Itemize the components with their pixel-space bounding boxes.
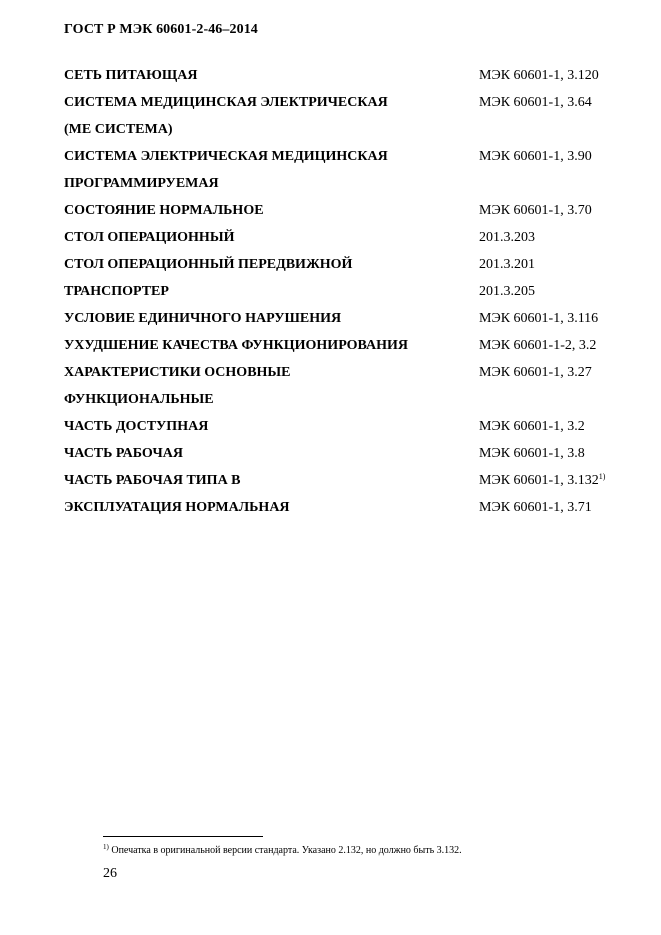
term-name-line: ЧАСТЬ РАБОЧАЯ	[64, 446, 183, 461]
term-name	[64, 89, 474, 143]
term-reference: МЭК 60601-1-2, 3.2	[479, 338, 597, 353]
term-name-line: УСЛОВИЕ ЕДИНИЧНОГО НАРУШЕНИЯ	[64, 311, 342, 326]
term-name	[64, 494, 474, 521]
term-reference-text: МЭК 60601-1, 3.132	[479, 473, 599, 488]
term-name-line: ЭКСПЛУАТАЦИЯ НОРМАЛЬНАЯ	[64, 500, 290, 515]
term-name	[64, 251, 474, 278]
term-reference: МЭК 60601-1, 3.64	[479, 95, 592, 110]
term-name-line: ХАРАКТЕРИСТИКИ ОСНОВНЫЕ	[64, 365, 291, 380]
term-name-line: СИСТЕМА ЭЛЕКТРИЧЕСКАЯ МЕДИЦИНСКАЯ	[64, 149, 388, 164]
term-row	[64, 197, 624, 224]
document-header: ГОСТ Р МЭК 60601-2-46–2014	[64, 22, 258, 37]
term-reference: МЭК 60601-1, 3.8	[479, 446, 585, 461]
term-row	[64, 251, 624, 278]
term-name	[64, 278, 474, 305]
term-name-line: (МЕ СИСТЕМА)	[64, 122, 173, 137]
term-row	[64, 440, 624, 467]
term-name-line: СЕТЬ ПИТАЮЩАЯ	[64, 68, 198, 83]
term-row	[64, 278, 624, 305]
term-name-line: ЧАСТЬ РАБОЧАЯ ТИПА В	[64, 473, 241, 488]
page-number: 26	[103, 866, 117, 881]
term-row	[64, 89, 624, 143]
term-name	[64, 305, 474, 332]
term-name	[64, 62, 474, 89]
term-name-line: ЧАСТЬ ДОСТУПНАЯ	[64, 419, 209, 434]
footnote-separator	[103, 836, 263, 837]
term-reference: МЭК 60601-1, 3.120	[479, 68, 599, 83]
term-name-line: ПРОГРАММИРУЕМАЯ	[64, 176, 219, 191]
term-row	[64, 494, 624, 521]
term-name	[64, 440, 474, 467]
term-row	[64, 467, 624, 494]
term-row	[64, 332, 624, 359]
term-name-line: СОСТОЯНИЕ НОРМАЛЬНОЕ	[64, 203, 264, 218]
term-name	[64, 224, 474, 251]
term-row	[64, 359, 624, 413]
term-name	[64, 332, 474, 359]
term-reference: 201.3.203	[479, 230, 535, 245]
term-reference: 201.3.201	[479, 257, 535, 272]
term-reference	[479, 467, 605, 494]
term-name-line: СТОЛ ОПЕРАЦИОННЫЙ	[64, 230, 235, 245]
term-reference: МЭК 60601-1, 3.116	[479, 311, 599, 326]
term-row	[64, 413, 624, 440]
term-name	[64, 143, 474, 197]
term-reference: 201.3.205	[479, 284, 535, 299]
term-name-line: СИСТЕМА МЕДИЦИНСКАЯ ЭЛЕКТРИЧЕСКАЯ	[64, 95, 388, 110]
term-name	[64, 467, 474, 494]
footnote-text: Опечатка в оригинальной версии стандарта. Указано 2.132, но должно быть 3.132.	[108, 845, 462, 856]
footnote	[103, 845, 462, 856]
term-row	[64, 224, 624, 251]
term-reference: МЭК 60601-1, 3.27	[479, 365, 592, 380]
term-name	[64, 359, 474, 413]
term-row	[64, 305, 624, 332]
term-name-line: УХУДШЕНИЕ КАЧЕСТВА ФУНКЦИОНИРОВАНИЯ	[64, 338, 409, 353]
footnote-marker: 1)	[103, 843, 109, 851]
term-name-line: СТОЛ ОПЕРАЦИОННЫЙ ПЕРЕДВИЖНОЙ	[64, 257, 353, 272]
term-reference: МЭК 60601-1, 3.71	[479, 500, 592, 515]
term-reference: МЭК 60601-1, 3.70	[479, 203, 592, 218]
term-name-line: ФУНКЦИОНАЛЬНЫЕ	[64, 392, 214, 407]
term-reference: МЭК 60601-1, 3.90	[479, 149, 592, 164]
terms-index-list	[64, 62, 624, 521]
term-name-line: ТРАНСПОРТЕР	[64, 284, 169, 299]
term-row	[64, 62, 624, 89]
term-reference: МЭК 60601-1, 3.2	[479, 419, 585, 434]
footnote-marker[interactable]: 1)	[598, 472, 606, 481]
term-row	[64, 143, 624, 197]
term-name	[64, 413, 474, 440]
term-name	[64, 197, 474, 224]
